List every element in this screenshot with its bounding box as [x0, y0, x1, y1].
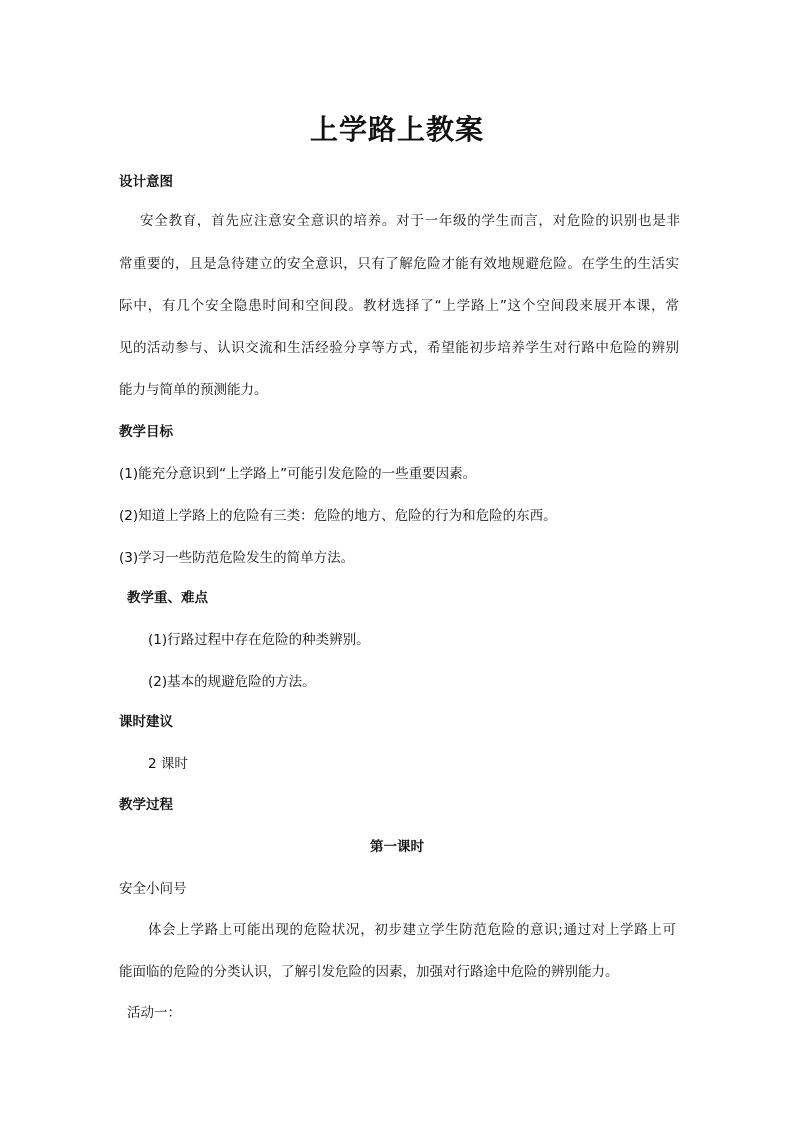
paragraph-line: 常重要的，且是急待建立的安全意识，只有了解危险才能有效地规避危险。在学生的生活实 [119, 256, 679, 272]
paragraph-line: 体会上学路上可能出现的危险状况，初步建立学生防范危险的意识;通过对上学路上可 [148, 922, 676, 938]
paragraph-line: 能面临的危险的分类认识，了解引发危险的因素，加强对行路途中危险的辨别能力。 [119, 964, 619, 980]
heading-goals: 教学目标 [119, 424, 173, 440]
process-subheading: 安全小问号 [119, 881, 187, 897]
key-point-item: (1)行路过程中存在危险的种类辨别。 [148, 632, 370, 648]
heading-key-points: 教学重、难点 [127, 590, 208, 606]
goal-item: (1)能充分意识到“上学路上”可能引发危险的一些重要因素。 [119, 466, 477, 482]
heading-design-intent: 设计意图 [119, 174, 173, 190]
goal-item: (2)知道上学路上的危险有三类：危险的地方、危险的行为和危险的东西。 [119, 508, 557, 524]
paragraph-line: 安全教育，首先应注意安全意识的培养。对于一年级的学生而言，对危险的识别也是非 [140, 213, 680, 229]
paragraph-line: 际中，有几个安全隐患时间和空间段。教材选择了“上学路上”这个空间段来展开本课，常 [119, 298, 679, 314]
paragraph-line: 见的活动参与、认识交流和生活经验分享等方式，希望能初步培养学生对行路中危险的辨别 [119, 340, 679, 356]
paragraph-line: 能力与简单的预测能力。 [119, 382, 268, 398]
lesson-title: 第一课时 [370, 839, 424, 855]
heading-process: 教学过程 [119, 797, 173, 813]
goal-item: (3)学习一些防范危险发生的简单方法。 [119, 550, 355, 566]
document-title: 上学路上教案 [309, 113, 484, 146]
activity-label: 活动一： [127, 1005, 181, 1021]
heading-hours: 课时建议 [119, 714, 173, 730]
hours-value: 2 课时 [148, 756, 188, 772]
key-point-item: (2)基本的规避危险的方法。 [148, 674, 316, 690]
